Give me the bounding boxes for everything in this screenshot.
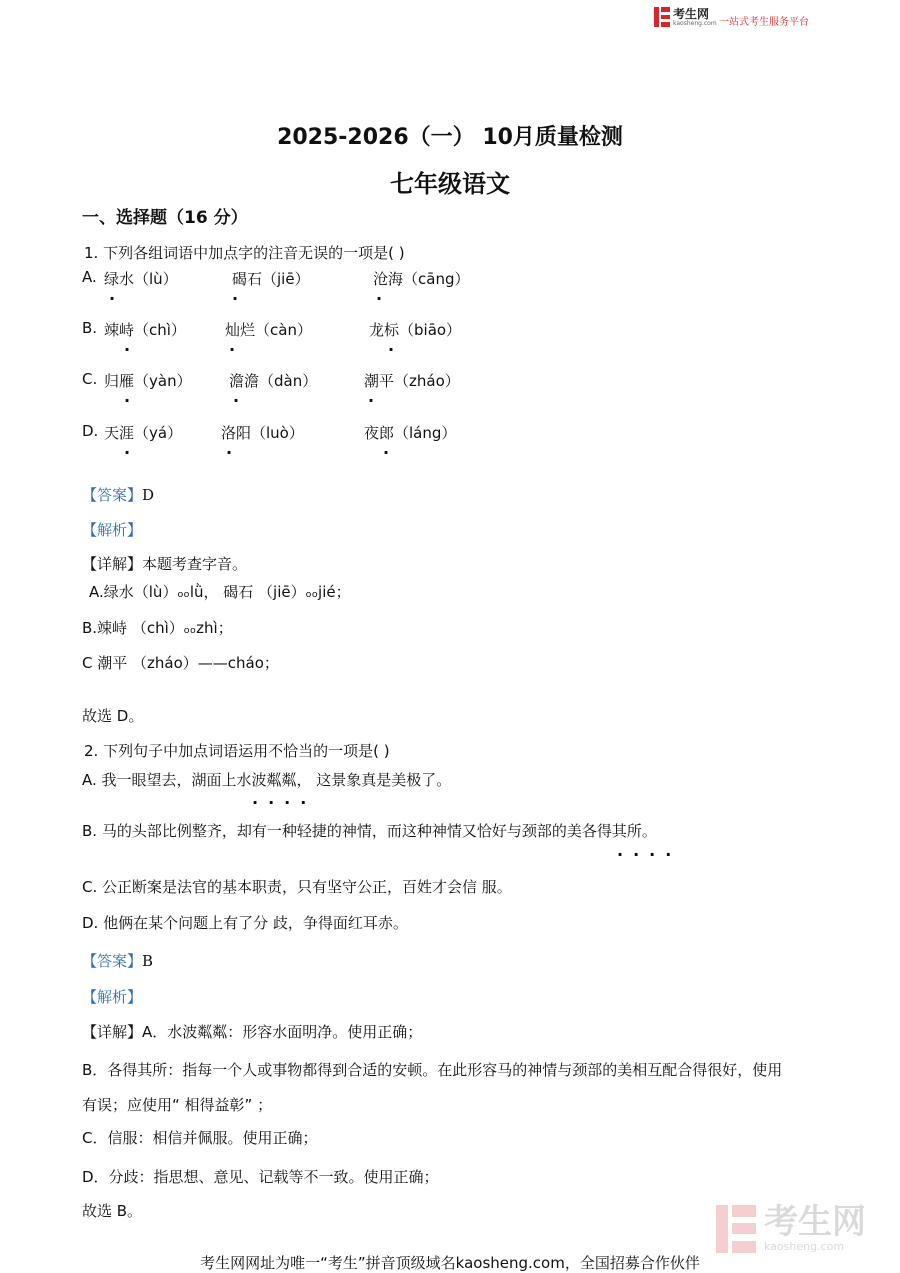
q2-option-d: D. 他俩在某个问题上有了分 歧，争得面红耳赤。 bbox=[82, 914, 408, 932]
q2-option-a: A. 我一眼望去，湖面上水波粼粼， 这景象真是美极了。 bbox=[82, 771, 452, 789]
section-heading: 一、选择题（16 分） bbox=[82, 208, 248, 228]
q2-detail-a bbox=[82, 1021, 422, 1042]
q1-option-label: B. bbox=[82, 319, 98, 337]
q1-option-item: 灿烂（càn） bbox=[225, 321, 312, 339]
emphasis-dot: · bbox=[388, 340, 395, 359]
q2-option-b: B. 马的头部比例整齐，却有一种轻捷的神情，而这种神情又恰好与颈部的美各得其所。 bbox=[82, 822, 657, 840]
q2-stem: 2. 下列句子中加点词语运用不恰当的一项是( ) bbox=[84, 742, 390, 760]
logo-domain: kaosheng.com bbox=[673, 19, 717, 27]
analysis-tag: 【解析】 bbox=[82, 521, 143, 539]
answer-value: B bbox=[142, 952, 154, 970]
emphasis-dot: · bbox=[226, 443, 233, 462]
watermark-name: 考生网 bbox=[764, 1202, 866, 1242]
emphasis-dot: · bbox=[368, 391, 375, 410]
detail-text: A．水波粼粼：形容水面明净。使用正确； bbox=[142, 1023, 423, 1041]
q2-option-c: C. 公正断案是法官的基本职责，只有坚守公正，百姓才会信 服。 bbox=[82, 878, 512, 896]
answer-tag: 【答案】 bbox=[82, 486, 143, 504]
answer-value: D bbox=[142, 486, 155, 504]
q1-conclusion: 故选 D。 bbox=[82, 707, 144, 725]
q1-detail-line bbox=[82, 553, 247, 574]
emphasis-dot: · bbox=[124, 443, 131, 462]
q1-detail-c: C 潮平 （zháo）——cháo； bbox=[82, 654, 279, 672]
q1-option-item: 竦峙（chì） bbox=[104, 321, 186, 339]
q1-option-item: 沧海（cāng） bbox=[373, 270, 470, 288]
q2-detail-b: B．各得其所：指每一个人或事物都得到合适的安顿。在此形容马的神情与颈部的美相互配合得很好，使用 bbox=[82, 1061, 783, 1079]
emphasis-dot: · bbox=[229, 340, 236, 359]
emphasis-dot: · bbox=[232, 289, 239, 308]
watermark-logo-icon bbox=[716, 1205, 756, 1253]
q2-detail-c: C．信服：相信并佩服。使用正确； bbox=[82, 1129, 318, 1147]
q1-option-item: 龙标（biāo） bbox=[369, 321, 462, 339]
analysis-tag: 【解析】 bbox=[82, 988, 143, 1006]
watermark bbox=[716, 1204, 866, 1253]
q2-answer-line bbox=[82, 950, 153, 971]
page-subtitle: 七年级语文 bbox=[390, 170, 510, 198]
detail-text: 本题考查字音。 bbox=[142, 555, 248, 573]
q1-option-item: 潮平（zháo） bbox=[364, 372, 460, 390]
detail-tag: 【详解】 bbox=[82, 1023, 143, 1041]
q1-option-item: 碣石（jiē） bbox=[232, 270, 310, 288]
q2-conclusion: 故选 B。 bbox=[82, 1202, 143, 1220]
emphasis-dots: ···· bbox=[252, 793, 317, 812]
footer-text: 考生网网址为唯一“考生”拼音顶级域名kaosheng.com，全国招募合作伙伴 bbox=[200, 1254, 700, 1272]
emphasis-dot: · bbox=[233, 391, 240, 410]
q1-option-item: 天涯（yá） bbox=[104, 424, 183, 442]
q1-detail-b: B.竦峙 （chì）ₒₒzhì； bbox=[82, 619, 233, 637]
emphasis-dot: · bbox=[376, 289, 383, 308]
q1-option-item: 夜郎（láng） bbox=[364, 424, 457, 442]
emphasis-dot: · bbox=[109, 289, 116, 308]
q1-stem: 1. 下列各组词语中加点字的注音无误的一项是( ) bbox=[84, 244, 405, 262]
emphasis-dots: ···· bbox=[617, 845, 682, 864]
q1-option-label: A. bbox=[82, 268, 97, 286]
logo-name: 考生网 bbox=[673, 6, 710, 21]
emphasis-dot: · bbox=[124, 391, 131, 410]
q1-option-label: D. bbox=[82, 422, 99, 440]
emphasis-dot: · bbox=[124, 340, 131, 359]
header-slogan: 一站式考生服务平台 bbox=[719, 17, 809, 28]
q1-option-item: 绿水（lù） bbox=[104, 270, 178, 288]
page-title: 2025-2026（一） 10月质量检测 bbox=[277, 125, 623, 150]
q1-option-item: 归雁（yàn） bbox=[104, 372, 192, 390]
q2-detail-b-cont: 有误；应使用“ 相得益彰” ； bbox=[82, 1096, 273, 1114]
q1-option-item: 洛阳（luò） bbox=[221, 424, 304, 442]
answer-tag: 【答案】 bbox=[82, 952, 143, 970]
q1-option-label: C. bbox=[82, 370, 98, 388]
detail-tag: 【详解】 bbox=[82, 555, 143, 573]
logo-mark-icon bbox=[654, 7, 670, 27]
q1-detail-a: A.绿水（lù）ₒₒlǜ， 碣石 （jiē）ₒₒjié； bbox=[89, 583, 351, 601]
q2-detail-d: D．分歧：指思想、意见、记载等不一致。使用正确； bbox=[82, 1168, 439, 1186]
header-logo[interactable] bbox=[654, 7, 717, 27]
emphasis-dot: · bbox=[383, 443, 390, 462]
q1-answer-line bbox=[82, 484, 154, 505]
watermark-domain: kaosheng.com bbox=[764, 1240, 845, 1253]
q1-option-item: 澹澹（dàn） bbox=[229, 372, 318, 390]
